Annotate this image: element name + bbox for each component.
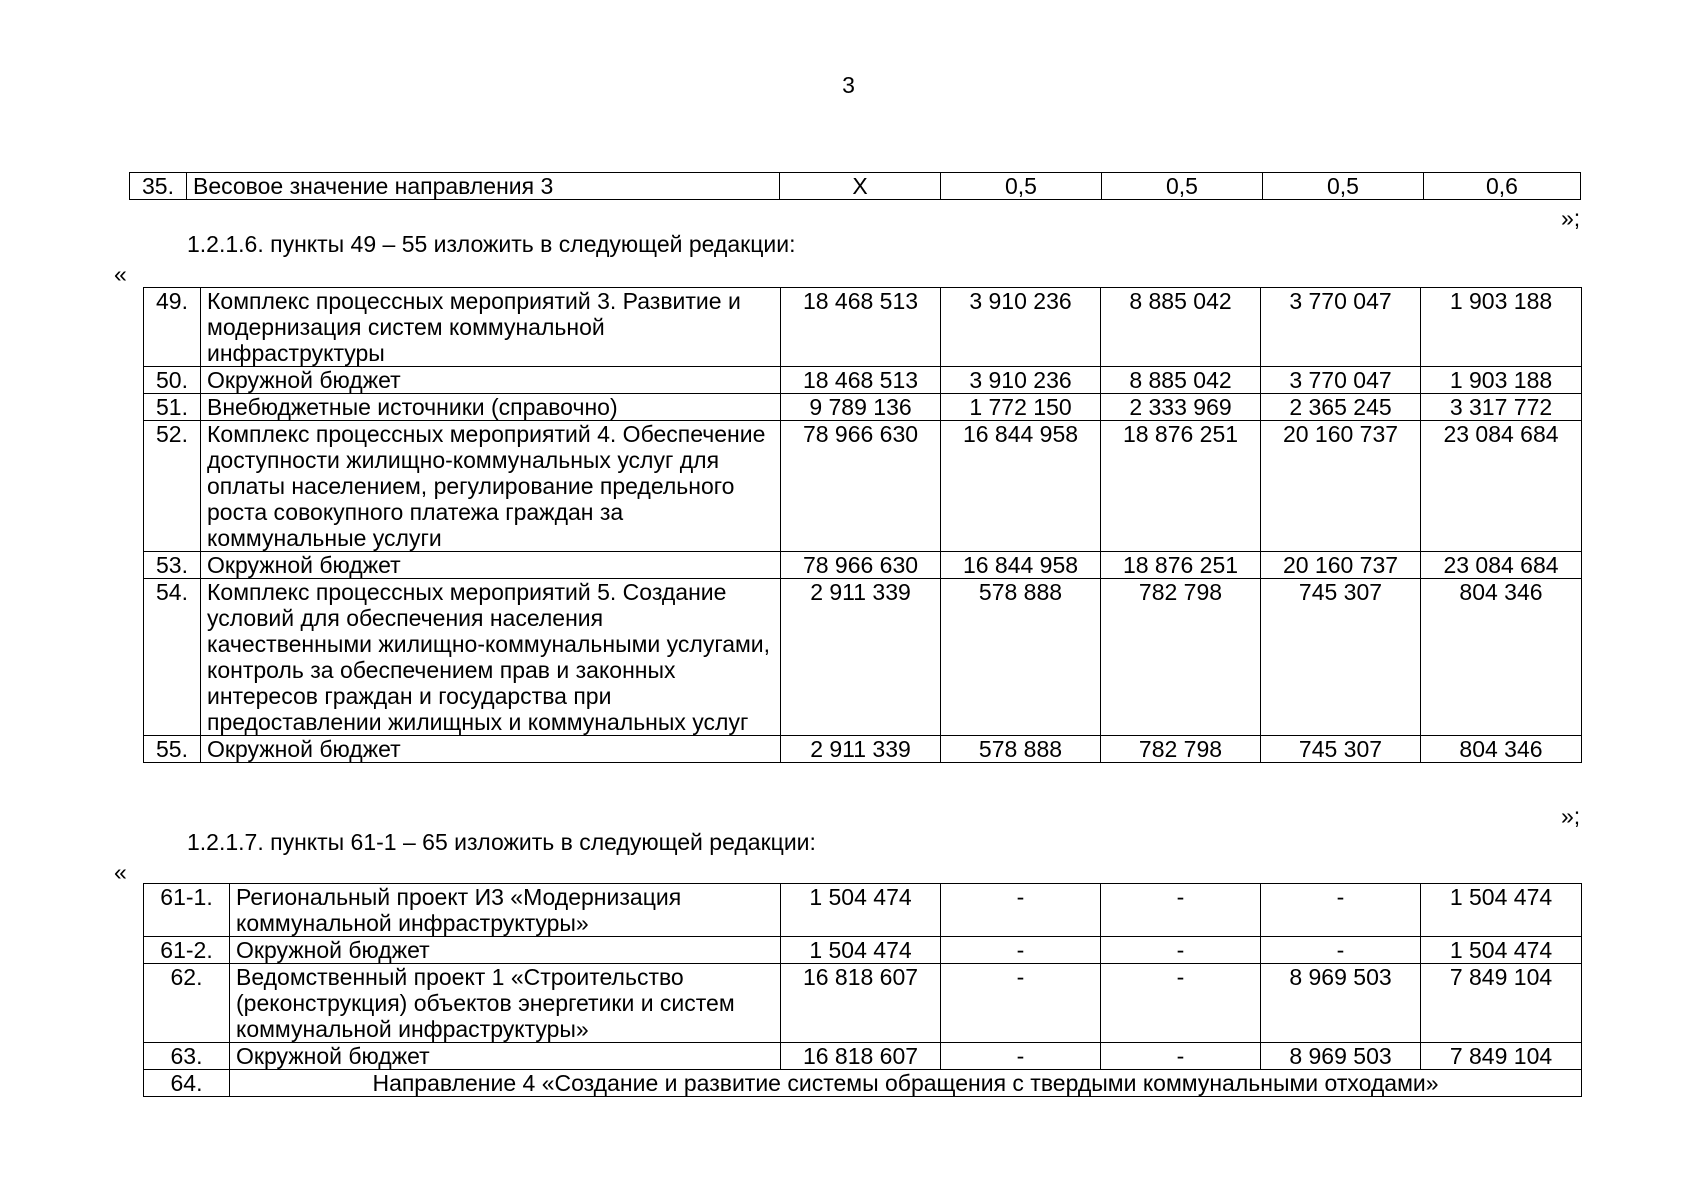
row-value: 23 084 684 bbox=[1421, 421, 1582, 552]
row-value: 578 888 bbox=[941, 579, 1101, 736]
row-value: 0,5 bbox=[941, 173, 1102, 200]
amendment-paragraph: 1.2.1.6. пункты 49 – 55 изложить в следующей редакции: bbox=[187, 231, 796, 257]
row-number: 55. bbox=[144, 736, 201, 763]
row-value: 1 504 474 bbox=[1421, 937, 1582, 964]
table-row bbox=[130, 173, 1581, 200]
row-value: 578 888 bbox=[941, 736, 1101, 763]
row-value: 23 084 684 bbox=[1421, 552, 1582, 579]
row-number: 53. bbox=[144, 552, 201, 579]
closing-quote: »; bbox=[1561, 205, 1581, 231]
row-number: 49. bbox=[144, 288, 201, 367]
row-value: 7 849 104 bbox=[1421, 964, 1582, 1043]
table-row bbox=[144, 552, 1582, 579]
row-value: 782 798 bbox=[1101, 736, 1261, 763]
opening-quote: « bbox=[114, 261, 127, 287]
table-direction-weight bbox=[129, 172, 1581, 200]
row-name: Окружной бюджет bbox=[201, 367, 781, 394]
page-number: 3 bbox=[842, 72, 855, 98]
row-value: - bbox=[1101, 1043, 1261, 1070]
table-row bbox=[144, 964, 1582, 1043]
direction-heading: Направление 4 «Создание и развитие системы обращения с твердыми коммунальными отходами» bbox=[230, 1070, 1582, 1097]
row-number: 35. bbox=[130, 173, 187, 200]
row-value: - bbox=[941, 964, 1101, 1043]
row-value: 2 333 969 bbox=[1101, 394, 1261, 421]
row-value: 8 969 503 bbox=[1261, 1043, 1421, 1070]
row-value: 8 885 042 bbox=[1101, 367, 1261, 394]
row-name: Ведомственный проект 1 «Строительство (реконструкция) объектов энергетики и систем коммунальной инфраструктуры» bbox=[230, 964, 781, 1043]
row-name: Комплекс процессных мероприятий 3. Развитие и модернизация систем коммунальной инфраструктуры bbox=[201, 288, 781, 367]
row-value: 9 789 136 bbox=[781, 394, 941, 421]
row-name: Внебюджетные источники (справочно) bbox=[201, 394, 781, 421]
row-value: 3 910 236 bbox=[941, 288, 1101, 367]
row-value: 804 346 bbox=[1421, 736, 1582, 763]
row-value: 18 468 513 bbox=[781, 367, 941, 394]
table-row bbox=[144, 421, 1582, 552]
row-value: 78 966 630 bbox=[781, 421, 941, 552]
row-value: Х bbox=[780, 173, 941, 200]
row-value: 20 160 737 bbox=[1261, 421, 1421, 552]
row-value: 16 818 607 bbox=[781, 1043, 941, 1070]
row-value: 1 903 188 bbox=[1421, 367, 1582, 394]
table-row bbox=[144, 736, 1582, 763]
row-value: 18 876 251 bbox=[1101, 421, 1261, 552]
row-name: Окружной бюджет bbox=[230, 937, 781, 964]
row-value: - bbox=[1101, 937, 1261, 964]
row-number: 52. bbox=[144, 421, 201, 552]
row-value: 3 910 236 bbox=[941, 367, 1101, 394]
row-number: 62. bbox=[144, 964, 230, 1043]
row-value: 2 365 245 bbox=[1261, 394, 1421, 421]
row-name: Окружной бюджет bbox=[201, 736, 781, 763]
row-value: - bbox=[1261, 884, 1421, 937]
row-name: Региональный проект И3 «Модернизация коммунальной инфраструктуры» bbox=[230, 884, 781, 937]
row-number: 61-1. bbox=[144, 884, 230, 937]
row-name: Весовое значение направления 3 bbox=[187, 173, 780, 200]
row-value: 0,5 bbox=[1263, 173, 1424, 200]
row-value: 1 504 474 bbox=[781, 937, 941, 964]
table-row bbox=[144, 1070, 1582, 1097]
row-value: 16 844 958 bbox=[941, 552, 1101, 579]
row-value: 8 885 042 bbox=[1101, 288, 1261, 367]
table-row bbox=[144, 1043, 1582, 1070]
row-value: 20 160 737 bbox=[1261, 552, 1421, 579]
row-name: Комплекс процессных мероприятий 4. Обеспечение доступности жилищно-коммунальных услуг для оплаты населением, регулирование предельного роста совокупного платежа граждан за коммунальные услуги bbox=[201, 421, 781, 552]
row-name: Комплекс процессных мероприятий 5. Создание условий для обеспечения населения качественными жилищно-коммунальными услугами, контроль за обеспечением прав и законных интересов граждан и государства при предоставлении жилищных и коммунальных услуг bbox=[201, 579, 781, 736]
row-value: 1 903 188 bbox=[1421, 288, 1582, 367]
row-value: 0,5 bbox=[1102, 173, 1263, 200]
row-name: Окружной бюджет bbox=[230, 1043, 781, 1070]
row-value: - bbox=[941, 1043, 1101, 1070]
table-row bbox=[144, 367, 1582, 394]
row-value: 78 966 630 bbox=[781, 552, 941, 579]
row-name: Окружной бюджет bbox=[201, 552, 781, 579]
row-value: - bbox=[941, 884, 1101, 937]
row-number: 50. bbox=[144, 367, 201, 394]
table-row bbox=[144, 937, 1582, 964]
row-value: 745 307 bbox=[1261, 736, 1421, 763]
table-row bbox=[144, 288, 1582, 367]
row-number: 64. bbox=[144, 1070, 230, 1097]
row-value: 3 317 772 bbox=[1421, 394, 1582, 421]
table-row bbox=[144, 394, 1582, 421]
row-value: 18 468 513 bbox=[781, 288, 941, 367]
row-value: 8 969 503 bbox=[1261, 964, 1421, 1043]
closing-quote: »; bbox=[1561, 803, 1581, 829]
row-value: 16 818 607 bbox=[781, 964, 941, 1043]
row-number: 51. bbox=[144, 394, 201, 421]
row-value: - bbox=[1101, 964, 1261, 1043]
row-value: 745 307 bbox=[1261, 579, 1421, 736]
row-value: 7 849 104 bbox=[1421, 1043, 1582, 1070]
table-items-61-65 bbox=[143, 883, 1582, 1097]
amendment-paragraph: 1.2.1.7. пункты 61-1 – 65 изложить в следующей редакции: bbox=[187, 829, 816, 855]
row-number: 63. bbox=[144, 1043, 230, 1070]
row-value: - bbox=[1101, 884, 1261, 937]
row-value: 1 772 150 bbox=[941, 394, 1101, 421]
row-value: 2 911 339 bbox=[781, 579, 941, 736]
row-value: 782 798 bbox=[1101, 579, 1261, 736]
row-value: 1 504 474 bbox=[781, 884, 941, 937]
row-number: 61-2. bbox=[144, 937, 230, 964]
row-value: 16 844 958 bbox=[941, 421, 1101, 552]
row-value: 1 504 474 bbox=[1421, 884, 1582, 937]
row-value: 3 770 047 bbox=[1261, 288, 1421, 367]
row-value: 804 346 bbox=[1421, 579, 1582, 736]
row-value: 3 770 047 bbox=[1261, 367, 1421, 394]
table-row bbox=[144, 884, 1582, 937]
row-value: - bbox=[1261, 937, 1421, 964]
row-value: 0,6 bbox=[1424, 173, 1581, 200]
row-number: 54. bbox=[144, 579, 201, 736]
row-value: - bbox=[941, 937, 1101, 964]
table-items-49-55 bbox=[143, 287, 1582, 763]
table-row bbox=[144, 579, 1582, 736]
row-value: 2 911 339 bbox=[781, 736, 941, 763]
row-value: 18 876 251 bbox=[1101, 552, 1261, 579]
opening-quote: « bbox=[114, 859, 127, 885]
